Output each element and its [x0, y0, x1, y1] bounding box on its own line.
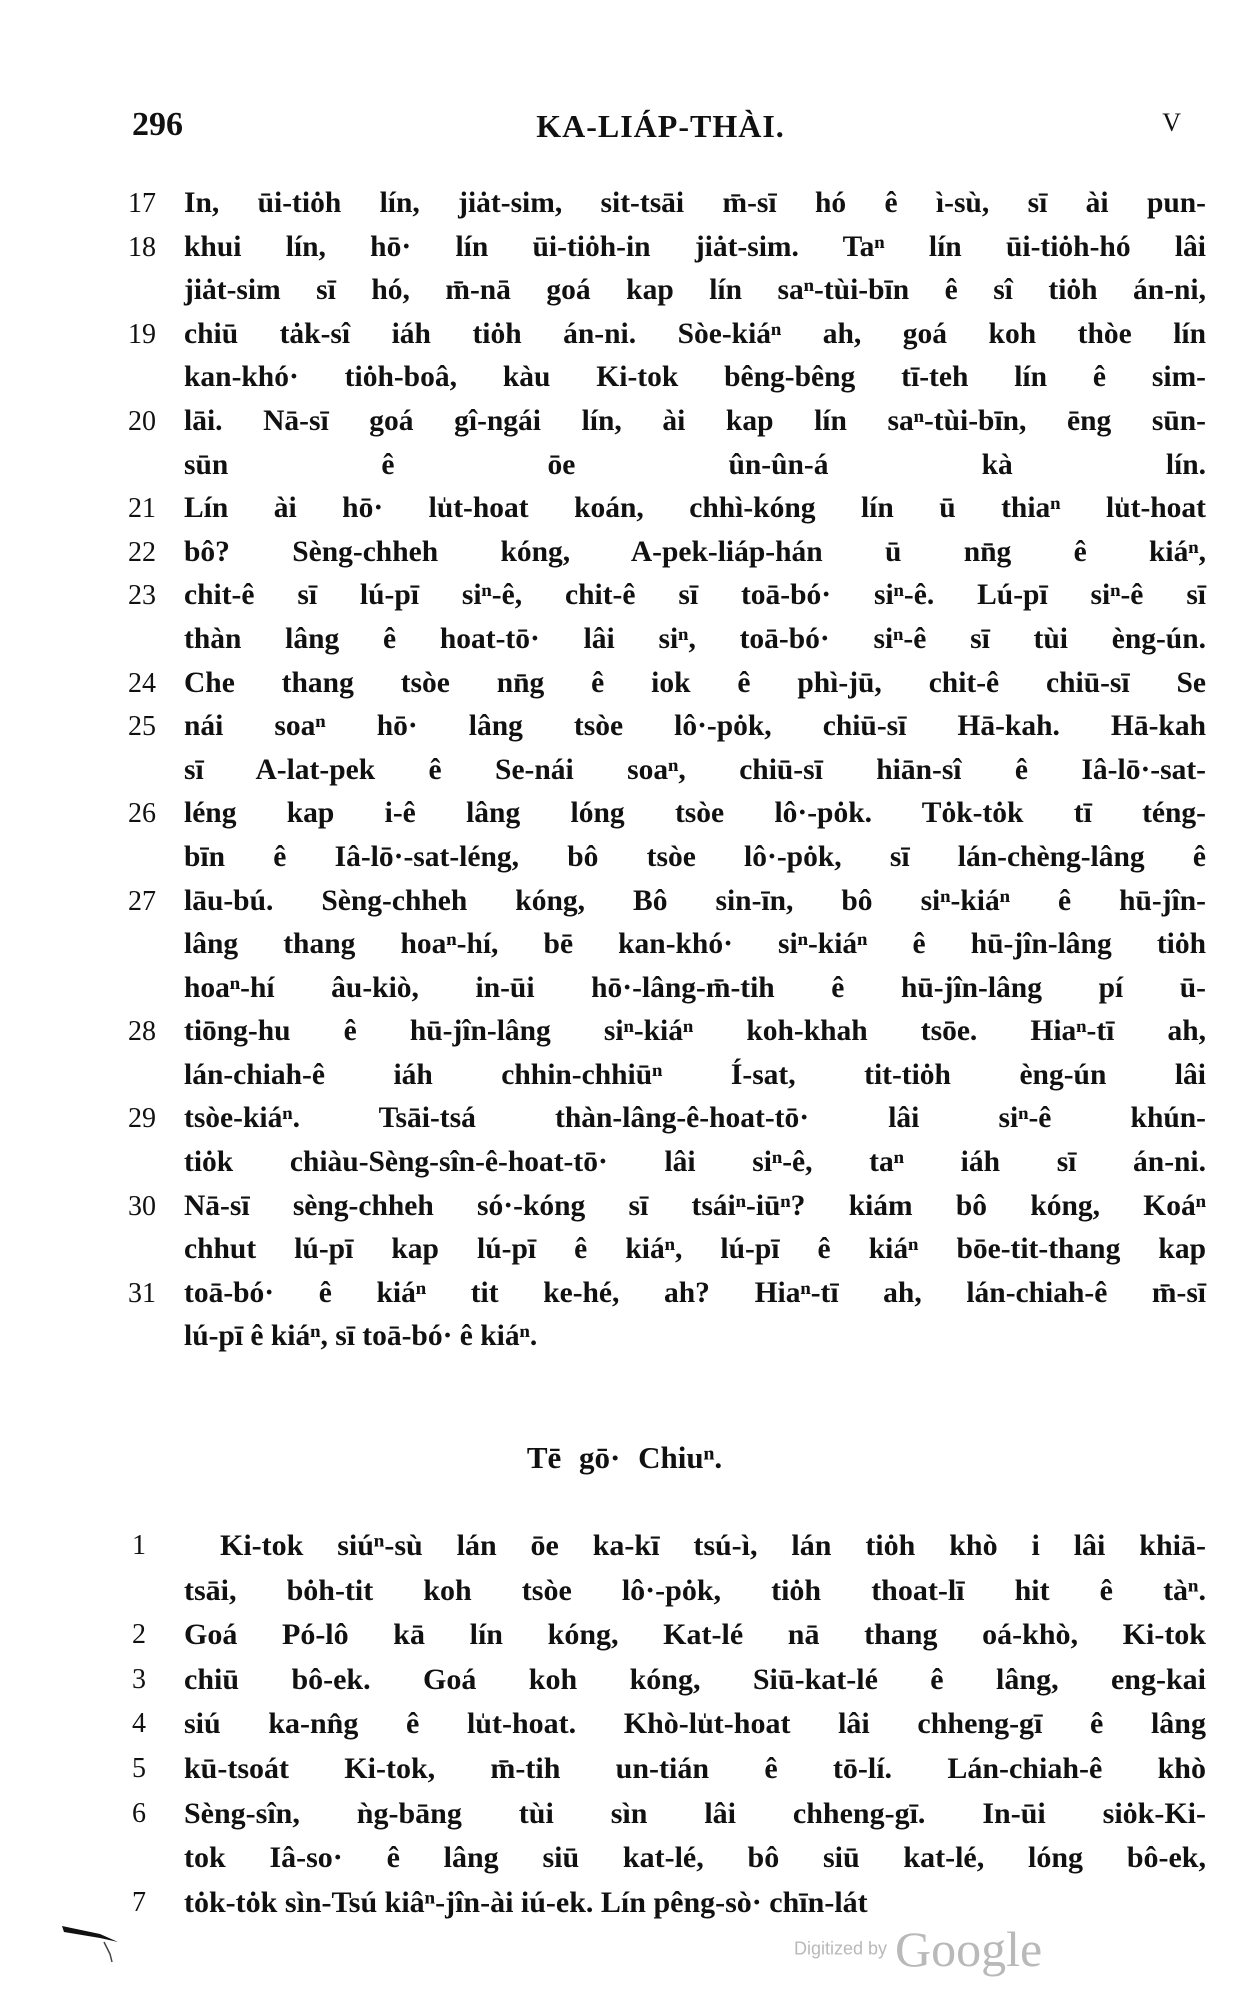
verse-text: tsāi, bȯh-tit koh tsòe lô·-pȯk, tiȯh thoat-lī hit ê tàⁿ.: [184, 1573, 1206, 1607]
verse-number: 1: [132, 1530, 146, 1561]
verse-text: chiū tȧk-sî iáh tiȯh án-ni. Sòe-kiáⁿ ah, goá koh thòe lín: [184, 317, 1206, 350]
verse-number: 27: [128, 885, 156, 917]
text-line: [128, 1747, 1206, 1792]
watermark-google-logo: Google: [895, 1921, 1043, 1977]
text-line: [128, 705, 1206, 749]
verse-number: 18: [128, 231, 156, 263]
text-line: [128, 269, 1206, 313]
watermark-digitized-by: Digitized by: [794, 1938, 888, 1959]
text-line: [128, 1613, 1206, 1658]
verse-number: 22: [128, 536, 156, 568]
page-header: [132, 106, 1189, 156]
verse-text: tiȯk chiàu-Sèng-sîn-ê-hoat-tō· lâi siⁿ-ê, taⁿ iáh sī án-ni.: [184, 1146, 1206, 1179]
text-line: [128, 182, 1206, 226]
verse-text: jiȧt-sim sī hó, m̄-nā goá kap lín saⁿ-tùi-bīn ê sî tiȯh án-ni,: [184, 274, 1206, 307]
verse-text: kū-tsoát Ki-tok, m̄-tih un-tián ê tō-lí. Lán-chiah-ê khò: [184, 1751, 1206, 1785]
text-line: [128, 1272, 1206, 1316]
text-line: [128, 1524, 1206, 1569]
verse-number: 23: [128, 580, 156, 612]
verse-number: 19: [128, 318, 156, 350]
verse-text: siú ka-nn̂g ê lu̍t-hoat. Khò-lu̍t-hoat lâi chheng-gī ê lâng: [184, 1707, 1206, 1741]
verse-number: 25: [128, 711, 156, 743]
text-line: [128, 574, 1206, 618]
text-line: [128, 1141, 1206, 1185]
verse-number: 28: [128, 1016, 156, 1048]
text-line: [128, 444, 1206, 488]
verse-number: 30: [128, 1190, 156, 1222]
text-line: [128, 1881, 1206, 1926]
verse-text: lāi. Nā-sī goá gî-ngái lín, ài kap lín saⁿ-tùi-bīn, ēng sūn-: [184, 404, 1206, 437]
verse-text: léng kap i-ê lâng lóng tsòe lô·-pȯk. Tȯk-tȯk tī téng-: [184, 797, 1206, 830]
verse-block-chapter-4: [128, 182, 1206, 1359]
running-title: KA-LIÁP-THÀI.: [536, 108, 785, 144]
verse-number: 31: [128, 1277, 156, 1309]
verse-number: 6: [132, 1797, 146, 1829]
text-line: [128, 226, 1206, 270]
page-number: 296: [132, 106, 183, 143]
verse-text: thàn lâng ê hoat-tō· lâi siⁿ, toā-bó· siⁿ-ê sī tùi èng-ún.: [184, 622, 1206, 655]
verse-text: In, ūi-tiȯh lín, jiȧt-sim, sit-tsāi m̄-sī hó ê ì-sù, sī ài pun-: [184, 187, 1206, 219]
verse-text: nái soaⁿ hō· lâng tsòe lô·-pȯk, chiū-sī Hā-kah. Hā-kah: [184, 710, 1206, 743]
verse-text: sī A-lat-pek ê Se-nái soaⁿ, chiū-sī hiān-sî ê Iâ-lō·-sat-: [184, 753, 1206, 786]
verse-text: lán-chiah-ê iáh chhin-chhiūⁿ Í-sat, tit-tiȯh èng-ún lâi: [184, 1058, 1206, 1091]
verse-text: chiū bô-ek. Goá koh kóng, Siū-kat-lé ê lâng, eng-kai: [184, 1662, 1206, 1696]
text-line: [128, 880, 1206, 924]
verse-text: toā-bó· ê kiáⁿ tit ke-hé, ah? Hiaⁿ-tī ah, lán-chiah-ê m̄-sī: [184, 1276, 1206, 1309]
text-line: [128, 923, 1206, 967]
text-line: [128, 313, 1206, 357]
verse-text: lú-pī ê kiáⁿ, sī toā-bó· ê kiáⁿ.: [184, 1320, 538, 1353]
verse-number: 7: [132, 1886, 146, 1918]
verse-text: Nā-sī sèng-chheh só·-kóng sī tsáiⁿ-iūⁿ? kiám bô kóng, Koáⁿ: [184, 1189, 1206, 1222]
verse-number: 3: [132, 1663, 146, 1695]
text-line: [128, 618, 1206, 662]
text-line: [128, 1792, 1206, 1837]
chapter-title: Tē gō· Chiuⁿ.: [526, 1440, 723, 1475]
verse-text: Sèng-sîn, ǹg-bāng tùi sìn lâi chheng-gī. In-ūi siȯk-Ki-: [184, 1796, 1206, 1830]
verse-text: chhut lú-pī kap lú-pī ê kiáⁿ, lú-pī ê kiáⁿ bōe-tit-thang kap: [184, 1233, 1206, 1266]
text-line: [128, 400, 1206, 444]
text-line: [128, 1010, 1206, 1054]
verse-text: kan-khó· tiȯh-boâ, kàu Ki-tok bêng-bêng tī-teh lín ê sim-: [184, 361, 1206, 394]
text-line: [128, 662, 1206, 706]
verse-number: 17: [128, 188, 156, 219]
verse-number: 4: [132, 1708, 146, 1740]
text-line: [128, 356, 1206, 400]
text-line: [128, 1658, 1206, 1703]
text-line: [128, 749, 1206, 793]
verse-number: 29: [128, 1103, 156, 1135]
verse-number: 2: [132, 1619, 146, 1651]
verse-text: lâng thang hoaⁿ-hí, bē kan-khó· siⁿ-kiáⁿ ê hū-jîn-lâng tiȯh: [184, 928, 1206, 961]
verse-number: 5: [132, 1752, 146, 1784]
text-line: [128, 531, 1206, 575]
verse-text: chit-ê sī lú-pī siⁿ-ê, chit-ê sī toā-bó· siⁿ-ê. Lú-pī siⁿ-ê sī: [184, 579, 1206, 612]
verse-number: 21: [128, 493, 156, 525]
verse-number: 24: [128, 667, 156, 699]
verse-text: sūn ê ōe ûn-ûn-á kà lín.: [184, 448, 1206, 481]
text-line: [128, 1185, 1206, 1229]
verse-text: tiōng-hu ê hū-jîn-lâng siⁿ-kiáⁿ koh-khah tsōe. Hiaⁿ-tī ah,: [184, 1015, 1206, 1048]
text-line: [128, 836, 1206, 880]
verse-text: hoaⁿ-hí âu-kiò, in-ūi hō·-lâng-m̄-tih ê hū-jîn-lâng pí ū-: [184, 971, 1206, 1004]
chapter-marker: V: [1162, 108, 1181, 137]
verse-text: khui lín, hō· lín ūi-tiȯh-in jiȧt-sim. Taⁿ lín ūi-tiȯh-hó lâi: [184, 230, 1206, 263]
verse-text: tok Iâ-so· ê lâng siū kat-lé, bô siū kat-lé, lóng bô-ek,: [184, 1841, 1206, 1875]
digitized-watermark: [794, 1920, 1042, 1978]
text-line: [128, 1054, 1206, 1098]
text-line: [128, 792, 1206, 836]
text-line: [128, 1315, 1206, 1359]
verse-text: tsòe-kiáⁿ. Tsāi-tsá thàn-lâng-ê-hoat-tō· lâi siⁿ-ê khún-: [184, 1102, 1206, 1135]
verse-block-chapter-5: [128, 1524, 1206, 1925]
text-line: [128, 1228, 1206, 1272]
text-line: [128, 967, 1206, 1011]
verse-number: 20: [128, 405, 156, 437]
verse-text: Goá Pó-lô kā lín kóng, Kat-lé nā thang oá-khò, Ki-tok: [184, 1618, 1206, 1652]
verse-text: Ki-tok siúⁿ-sù lán ōe ka-kī tsú-ì, lán tiȯh khò i lâi khiā-: [220, 1529, 1206, 1562]
verse-text: lāu-bú. Sèng-chheh kóng, Bô sin-īn, bô siⁿ-kiáⁿ ê hū-jîn-: [184, 884, 1206, 917]
verse-text: bô? Sèng-chheh kóng, A-pek-liáp-hán ū nn̄g ê kiáⁿ,: [184, 535, 1206, 568]
verse-text: bīn ê Iâ-lō·-sat-léng, bô tsòe lô·-pȯk, sī lán-chèng-lâng ê: [184, 840, 1206, 873]
text-line: [128, 1569, 1206, 1614]
text-line: [128, 487, 1206, 531]
verse-number: 26: [128, 798, 156, 830]
text-line: [128, 1702, 1206, 1747]
verse-text: tȯk-tȯk sìn-Tsú kiâⁿ-jîn-ài iú-ek. Lín pêng-sò· chīn-lát: [184, 1885, 868, 1919]
text-line: [128, 1097, 1206, 1141]
verse-text: Lín ài hō· lu̍t-hoat koán, chhì-kóng lín ū thiaⁿ lu̍t-hoat: [184, 492, 1206, 525]
text-line: [128, 1836, 1206, 1881]
verse-text: Che thang tsòe nn̄g ê iok ê phì-jū, chit-ê chiū-sī Se: [184, 666, 1206, 699]
margin-pencil-mark-icon: [60, 1912, 130, 1972]
